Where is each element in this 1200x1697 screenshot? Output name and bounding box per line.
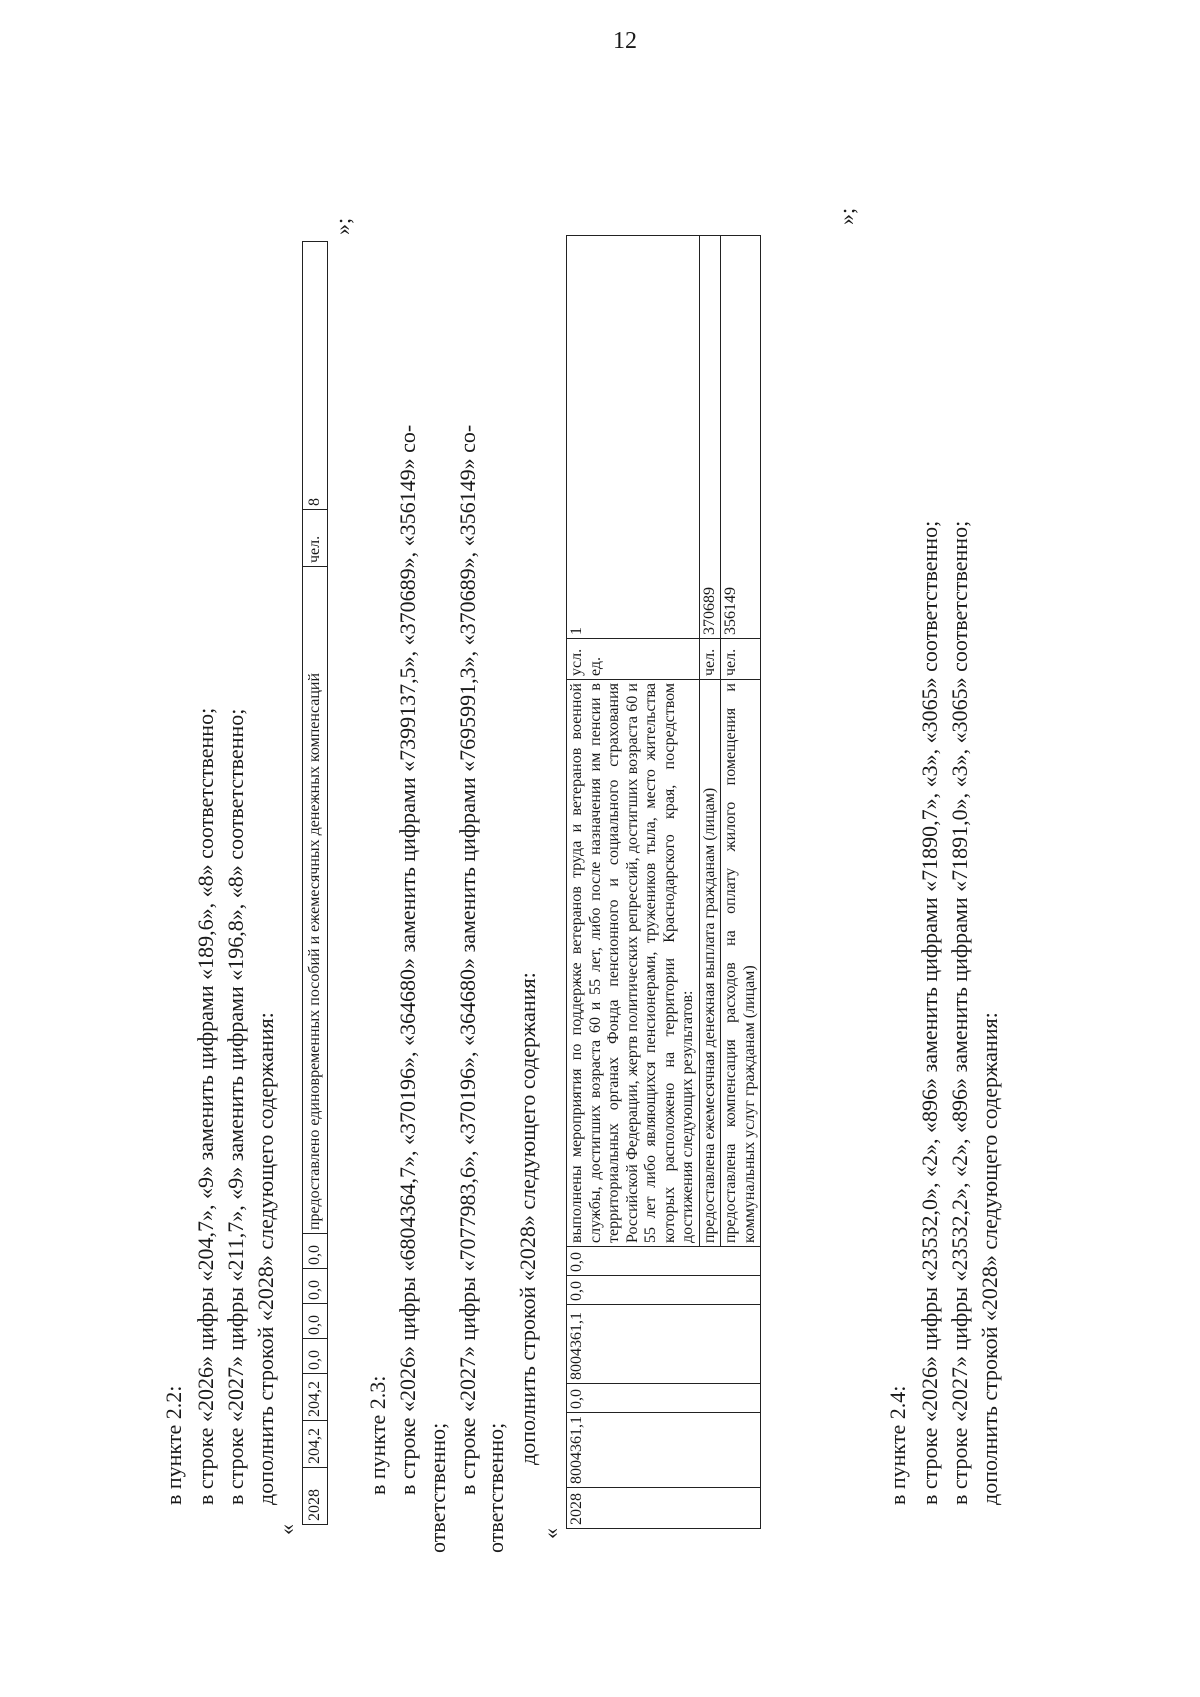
cell-target: 8	[303, 242, 328, 510]
cell-year: 2028	[567, 1488, 761, 1529]
cell-value: 204,2	[303, 1374, 328, 1421]
table-row	[567, 236, 700, 1529]
cell-value: 0,0	[303, 1304, 328, 1339]
cell-result: выполнены мероприятия по поддержке ветеранов труда и ветеранов военной службы, достигших возраста 60 и 55 лет, либо после назначения им пенсии в территориальных органах Фонда пенсионного и социального страхования Российской Федерации, жертв политических репрессий, достигших возраста 60 и 55 лет либо являющихся пенсионерами, тружеников тыла, место жительства которых расположено на территории Краснодарского края, посредством достижения следующих результатов:	[567, 680, 700, 1247]
cell-value: 0,0	[567, 1276, 761, 1305]
close-quote: »;	[330, 217, 355, 235]
cell-unit: чел.	[303, 510, 328, 567]
table-row	[303, 242, 328, 1525]
cell-year: 2028	[303, 1468, 328, 1525]
section-2-3-line2b: ответственно;	[483, 1422, 508, 1553]
cell-unit: чел.	[699, 639, 721, 680]
section-2-4-line1: в строке «2026» цифры «23532,0», «2», «896» заменить цифрами «71890,7», «3», «3065» соответственно;	[917, 520, 942, 1505]
section-2-4-line2: в строке «2027» цифры «23532,2», «2», «896» заменить цифрами «71891,0», «3», «3065» соответственно;	[947, 520, 972, 1505]
section-2-2-line3: дополнить строкой «2028» следующего содержания:	[253, 1012, 278, 1505]
section-2-2-line2: в строке «2027» цифры «211,7», «9» заменить цифрами «196,8», «8» соответственно;	[223, 708, 248, 1505]
cell-value: 204,2	[303, 1421, 328, 1468]
cell-value: 8004361,1	[567, 1413, 761, 1488]
rotated-page-content	[160, 185, 1040, 1553]
cell-unit: чел.	[721, 639, 761, 680]
close-quote: »;	[834, 207, 859, 225]
section-2-2-line1: в строке «2026» цифры «204,7», «9» заменить цифрами «189,6», «8» соответственно;	[193, 707, 218, 1505]
open-quote: «	[538, 1528, 563, 1539]
section-2-3-heading: в пункте 2.3:	[365, 1375, 390, 1495]
cell-result: предоставлена компенсация расходов на оплату жилого помещения и коммунальных услуг гражданам (лицам)	[721, 680, 761, 1247]
section-2-3-line1b: ответственно;	[425, 1422, 450, 1553]
section-2-3-line2a: в строке «2027» цифры «7077983,6», «370196», «364680» заменить цифрами «7695991,3», «370689», «356149» со-	[455, 424, 480, 1495]
table-2-2	[302, 241, 328, 1525]
cell-value: 0,0	[567, 1247, 761, 1276]
page-number: 12	[613, 28, 637, 54]
section-2-4-heading: в пункте 2.4:	[885, 1385, 910, 1505]
cell-value: 0,0	[303, 1339, 328, 1374]
cell-target: 1	[567, 236, 700, 639]
section-2-2-heading: в пункте 2.2:	[161, 1385, 186, 1505]
cell-target: 370689	[699, 236, 721, 639]
cell-unit: усл. ед.	[567, 639, 700, 680]
cell-value: 0,0	[567, 1384, 761, 1413]
section-2-3-line1a: в строке «2026» цифры «6804364,7», «370196», «364680» заменить цифрами «7399137,5», «370689», «356149» со-	[395, 424, 420, 1495]
section-2-4-line3: дополнить строкой «2028» следующего содержания:	[977, 1012, 1002, 1505]
cell-value: 0,0	[303, 1269, 328, 1304]
section-2-3-line3: дополнить строкой «2028» следующего содержания:	[515, 972, 540, 1465]
cell-result: предоставлена ежемесячная денежная выплата гражданам (лицам)	[699, 680, 721, 1247]
table-2-3	[566, 235, 761, 1529]
cell-result: предоставлено единовременных пособий и ежемесячных денежных компенсаций	[303, 567, 328, 1234]
open-quote: «	[274, 1524, 299, 1535]
cell-target: 356149	[721, 236, 761, 639]
cell-value: 8004361,1	[567, 1305, 761, 1384]
cell-value: 0,0	[303, 1234, 328, 1269]
